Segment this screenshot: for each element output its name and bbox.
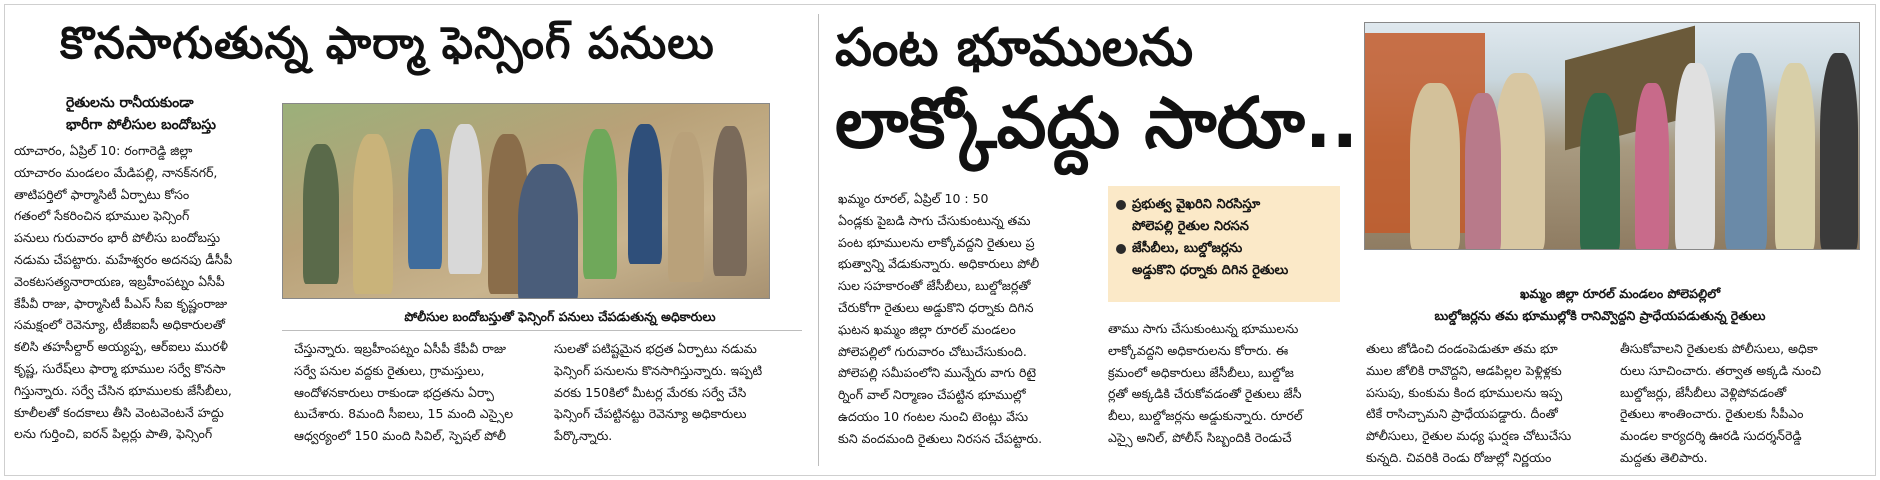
right-story-photo-caption-line-2: బుల్డోజర్లను తమ భూముల్లోకి రానివ్వొద్దని ప్రాధేయపడుతున్న రైతులు xyxy=(1434,308,1766,323)
text-line: భుత్వాన్ని వేడుకున్నారు. అధికారులు పోలీ xyxy=(838,256,1040,272)
left-story-photo xyxy=(282,103,770,299)
left-story-headline: కొనసాగుతున్న ఫార్మా ఫెన్సింగ్ పనులు xyxy=(60,18,715,69)
text-line: టికే రాసిచ్చామని ప్రాధేయపడ్డారు. దీంతో xyxy=(1366,406,1558,422)
text-line: కున్నది. చివరికి రెండు రోజుల్లో నిర్ణయం xyxy=(1366,449,1552,465)
text-line: వరకు 150కిలో మీటర్ల మేరకు సర్వే చేసి xyxy=(554,384,747,400)
right-story-headline-line-2: లాక్కోవద్దు సారూ.. xyxy=(835,82,1359,164)
text-line: రైతులు శాంతించారు. రైతులకు సీపీఎం xyxy=(1620,406,1804,422)
text-line: తాము సాగు చేసుకుంటున్న భూములను xyxy=(1108,321,1299,336)
text-line: ఏండ్లకు పైబడి సాగు చేసుకుంటున్న తమ xyxy=(838,212,1031,228)
highlight-row: అడ్డుకొని ధర్నాకు దిగిన రైతులు xyxy=(1132,263,1289,278)
text-line: తీసుకోవాలని రైతులకు పోలీసులు, అధికా xyxy=(1620,341,1818,356)
text-line: బుల్డోజర్లు, జేసీబీలు వెళ్లిపోవడంతో xyxy=(1620,384,1787,400)
left-story-column-1 xyxy=(14,140,282,470)
text-line: వెంకటసత్యనారాయణ, ఇబ్రహీంపట్నం ఏసీపీ xyxy=(14,273,225,289)
text-line: ఆందోళనకారులు రాకుండా భద్రతను ఏర్పా xyxy=(294,384,494,400)
text-line: గతంలో సేకరించిన భూముల ఫెన్సింగ్ xyxy=(14,208,190,224)
highlight-row: పోలెపల్లి రైతుల నిరసన xyxy=(1132,219,1249,234)
text-line: తాటిపర్తిలో ఫార్మాసిటీ ఏర్పాటు కోసం xyxy=(14,186,190,202)
text-line: యాచారం, ఏప్రిల్ 10: రంగారెడ్డి జిల్లా xyxy=(14,143,193,158)
text-line: గిస్తున్నారు. సర్వే చేసిన భూములకు జేసీబీలు, xyxy=(14,382,232,398)
text-line: పేర్కొన్నారు. xyxy=(554,428,613,444)
text-line: టుచేశారు. 8మంది సీఐలు, 15 మంది ఎస్సైల xyxy=(294,406,514,422)
text-line: కూలీలతో కందకాలు తీసి వెంటవెంటనే హద్దు xyxy=(14,404,224,420)
text-line: ఎస్సై అనిల్, పోలీస్ సిబ్బందికి రెండుచే xyxy=(1108,429,1292,445)
text-line: పంట భూములను లాక్కోవద్దని రైతులు ప్ర xyxy=(838,234,1035,250)
text-line: సుల సహకారంతో జేసీబీలు, బుల్డోజర్లతో xyxy=(838,278,1031,294)
right-story-column-2 xyxy=(1108,318,1362,470)
text-line: ఉదయం 10 గంటల నుంచి టెంట్లు వేసు xyxy=(838,408,1029,424)
text-line: బీలు, బుల్డోజర్లను అడ్డుకున్నారు. రూరల్ xyxy=(1108,408,1303,424)
text-line: పోలీసులు, రైతుల మధ్య ఘర్షణ చోటుచేసు xyxy=(1366,428,1572,444)
text-line: ర్లతో అక్కడికి చేరుకోవడంతో రైతులు జేసీ xyxy=(1108,386,1302,402)
text-line: చేస్తున్నారు. ఇబ్రహీంపట్నం ఏసీపీ కేపీవీ రాజు xyxy=(294,341,506,356)
text-line: ముల జోలికి రావొద్దని, ఆడపిల్లల పెళ్లిళ్లకు xyxy=(1366,362,1562,378)
left-story-subhead-line-2: భారీగా పోలీసుల బందోబస్తు xyxy=(66,117,217,133)
text-line: నడుమ చేపట్టారు. మహేశ్వరం అదనపు డీసీపీ xyxy=(14,251,233,267)
text-line: ఫెన్సింగ్ పనులను కొనసాగిస్తున్నారు. ఇప్పటి xyxy=(554,362,763,378)
text-line: కలిసి తహసీల్దార్ అయ్యప్ప, ఆర్‌ఐలు మురళీ xyxy=(14,339,228,355)
text-line: కేపీవీ రాజు, ఫార్మాసిటీ పీఎస్ సీఐ కృష్ణంరాజు xyxy=(14,295,228,311)
text-line: మండల కార్యదర్శి ఊరడి సుదర్శన్‌రెడ్డి xyxy=(1620,428,1802,444)
right-story-photo-caption-line-1: ఖమ్మం జిల్లా రూరల్ మండలం పోలెపల్లిలో xyxy=(1519,286,1721,301)
text-line: మద్దతు తెలిపారు. xyxy=(1620,449,1708,465)
text-line: పనులు గురువారం భారీ పోలీసు బందోబస్తు xyxy=(14,230,221,246)
text-line: లాక్కోవద్దని అధికారులను కోరారు. ఈ xyxy=(1108,342,1289,358)
text-line: యాచారం మండలం మేడిపల్లి, నానక్‌నగర్, xyxy=(14,164,218,180)
right-story-column-1 xyxy=(838,188,1100,470)
text-line: పోలెపల్లి సమీపంలోని మున్నేరు వాగు రిటై xyxy=(838,365,1037,381)
text-line: తులు జోడించి దండంపెడుతూ తమ భూ xyxy=(1366,341,1558,356)
text-line: ఖమ్మం రూరల్, ఏప్రిల్ 10 : 50 xyxy=(838,191,989,206)
right-story-photo xyxy=(1364,22,1860,250)
left-story-subhead-line-1: రైతులను రానీయకుండా xyxy=(66,95,194,111)
text-line: ఫెన్సింగ్ చేపట్టినట్టు రెవెన్యూ అధికారులు xyxy=(554,406,747,422)
left-story-column-3 xyxy=(554,338,812,470)
text-line: క్రమంలో అధికారులు జేసీబీలు, బుల్డోజ xyxy=(1108,364,1294,380)
text-line: పసుపు, కుంకుమ కింద భూములను ఇప్ప xyxy=(1366,384,1563,400)
text-line: కుని వందమంది రైతులు నిరసన చేపట్టారు. xyxy=(838,430,1043,446)
right-story-headline-line-1: పంట భూములను xyxy=(835,18,1194,78)
text-line: పోలెపల్లిలో గురువారం చోటుచేసుకుంది. xyxy=(838,343,1027,359)
text-line: సులతో పటిష్టమైన భద్రత ఏర్పాటు నడుమ xyxy=(554,341,757,356)
text-line: ఆధ్వర్యంలో 150 మంది సివిల్, స్పెషల్ పోలీ xyxy=(294,428,507,444)
left-story-photo-caption: పోలీసుల బందోబస్తుతో ఫెన్సింగ్ పనులు చేపడుతున్న అధికారులు xyxy=(404,309,716,324)
text-line: సర్వే పనుల వద్దకు రైతులు, గ్రామస్తులు, xyxy=(294,362,485,378)
bullet-icon xyxy=(1116,200,1126,210)
text-line: లను గుర్తించి, ఐరన్ పిల్లర్లు పాతి, ఫెన్సింగ్ xyxy=(14,426,213,442)
text-line: చేరుకోగా రైతులు అడ్డుకొని ధర్నాకు దిగిన xyxy=(838,299,1034,315)
text-line: ఘటన ఖమ్మం జిల్లా రూరల్ మండలం xyxy=(838,321,1016,337)
text-line: ర్నింగ్ వాల్ నిర్మాణం చేపట్టిన భూముల్లో xyxy=(838,387,1026,403)
left-story-column-2 xyxy=(294,338,548,470)
text-line: సమక్షంలో రెవెన్యూ, టీజీఐఐసీ అధికారులతో xyxy=(14,317,225,333)
bullet-icon xyxy=(1116,244,1126,254)
right-story-column-4 xyxy=(1620,338,1866,470)
highlight-row: ప్రభుత్వ వైఖరిని నిరసిస్తూ xyxy=(1116,194,1332,216)
text-line: రులు సూచించారు. తర్వాత అక్కడి నుంచి xyxy=(1620,362,1822,378)
right-story-column-3 xyxy=(1366,338,1614,470)
highlight-row: జేసీబీలు, బుల్డోజర్లను xyxy=(1116,238,1332,260)
right-story-highlight-box xyxy=(1108,186,1340,302)
text-line: కృష్ణ, సురేష్‌లు ఫార్మా భూముల సర్వే కొనసా xyxy=(14,360,226,376)
